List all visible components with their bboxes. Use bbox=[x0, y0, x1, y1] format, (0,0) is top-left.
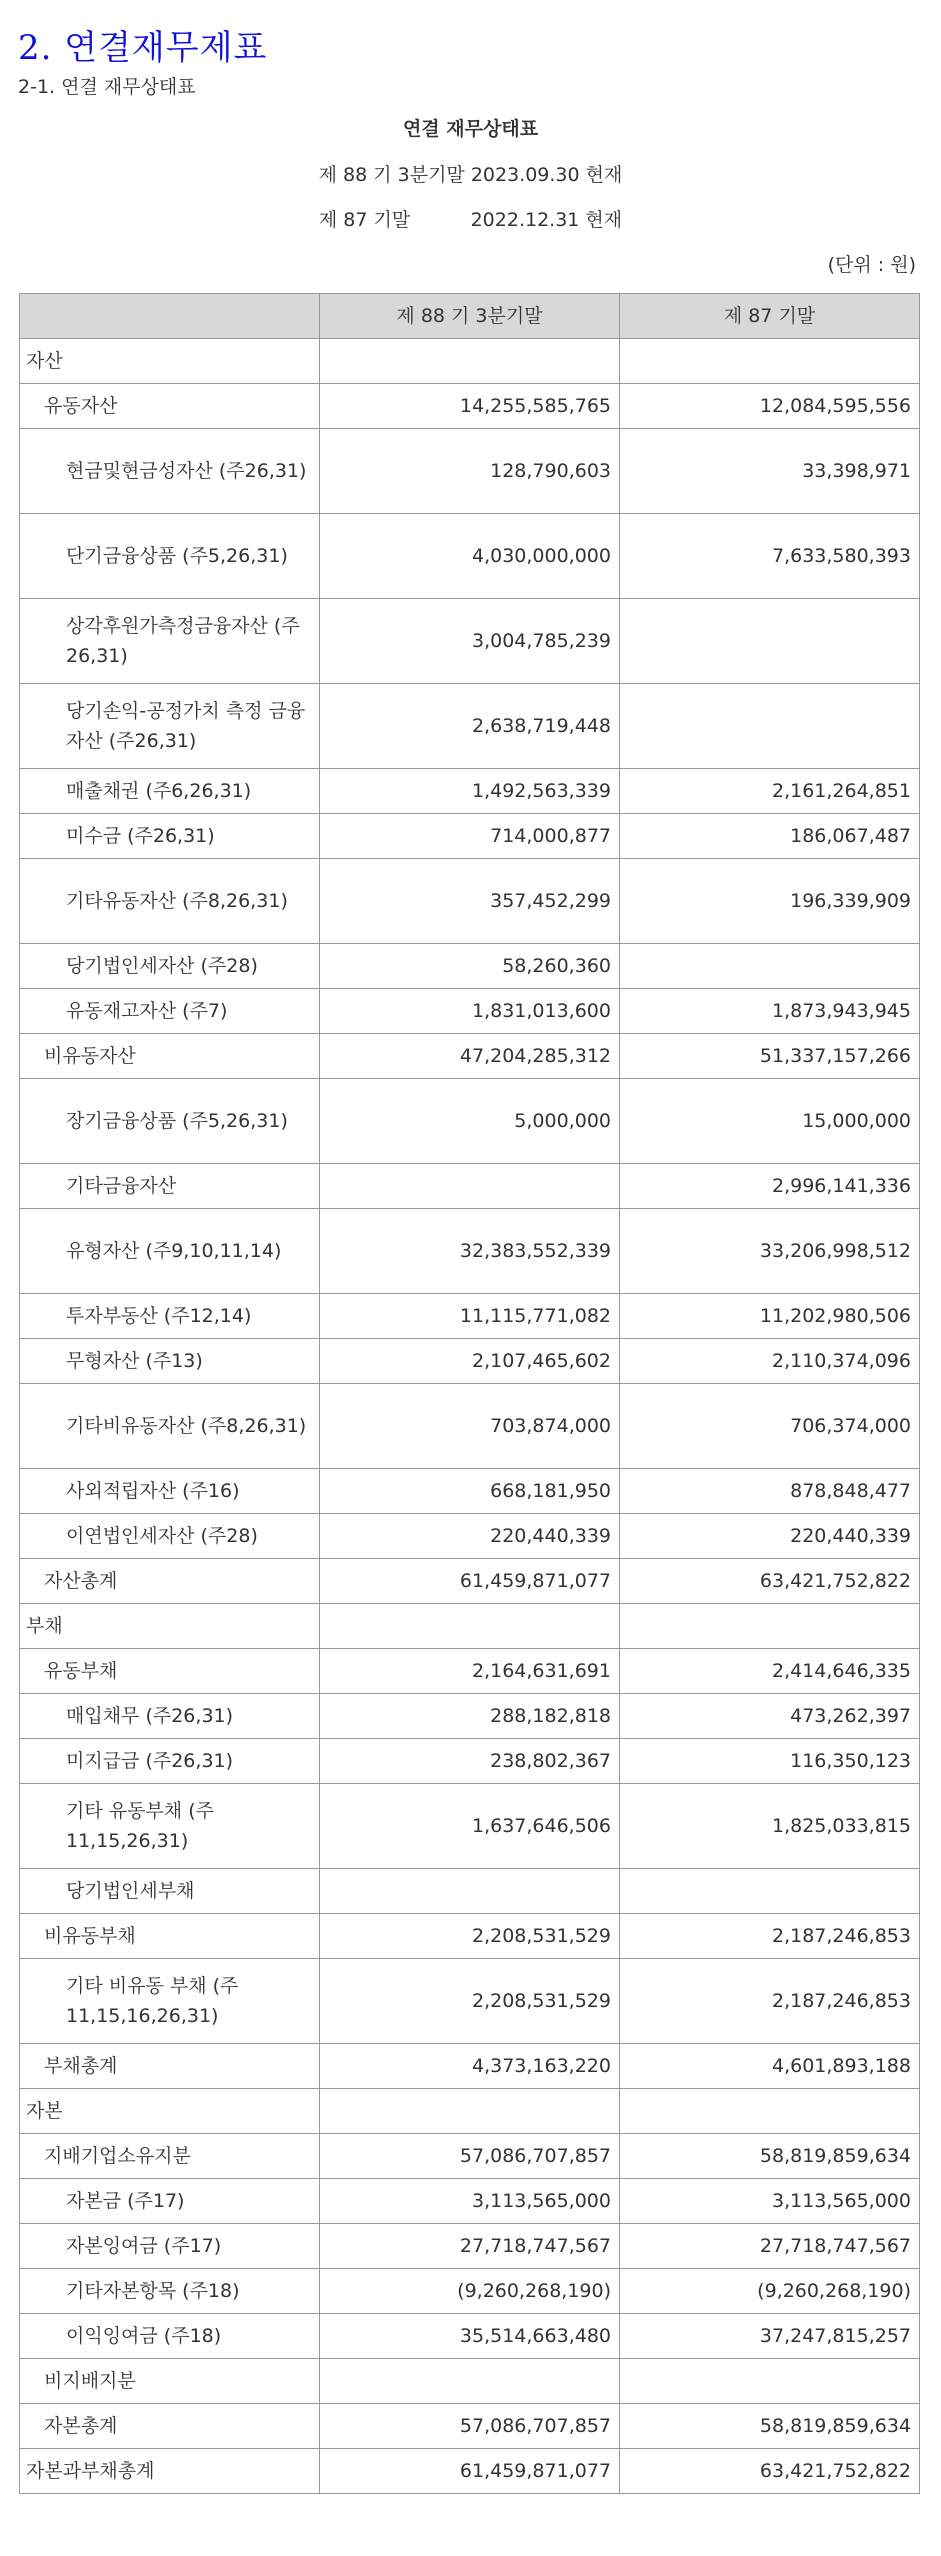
row-label: 현금및현금성자산 (주26,31) bbox=[20, 429, 320, 514]
prior-period-value: 706,374,000 bbox=[620, 1384, 920, 1469]
row-label: 기타자본항목 (주18) bbox=[20, 2269, 320, 2314]
row-label: 매입채무 (주26,31) bbox=[20, 1694, 320, 1739]
current-period-value: 57,086,707,857 bbox=[320, 2404, 620, 2449]
prior-period-value: 4,601,893,188 bbox=[620, 2044, 920, 2089]
prior-period-value: (9,260,268,190) bbox=[620, 2269, 920, 2314]
current-period-value: 61,459,871,077 bbox=[320, 1559, 620, 1604]
current-period-value: 27,718,747,567 bbox=[320, 2224, 620, 2269]
prior-period-value: 2,996,141,336 bbox=[620, 1164, 920, 1209]
row-label: 자본과부채총계 bbox=[20, 2449, 320, 2494]
current-period-value: 58,260,360 bbox=[320, 944, 620, 989]
table-row bbox=[20, 1604, 920, 1649]
table-row bbox=[20, 2134, 920, 2179]
table-row bbox=[20, 684, 920, 769]
table-row bbox=[20, 1869, 920, 1914]
row-label: 기타 유동부채 (주11,15,26,31) bbox=[20, 1784, 320, 1869]
row-label: 부채총계 bbox=[20, 2044, 320, 2089]
prior-period-value: 1,873,943,945 bbox=[620, 989, 920, 1034]
table-row bbox=[20, 2314, 920, 2359]
row-label: 매출채권 (주6,26,31) bbox=[20, 769, 320, 814]
prior-period-value bbox=[620, 1869, 920, 1914]
row-label: 비유동부채 bbox=[20, 1914, 320, 1959]
section-title: 2. 연결재무제표 bbox=[18, 28, 268, 68]
prior-period-value: 7,633,580,393 bbox=[620, 514, 920, 599]
current-period-value: 32,383,552,339 bbox=[320, 1209, 620, 1294]
current-period-value: 703,874,000 bbox=[320, 1384, 620, 1469]
table-row bbox=[20, 2269, 920, 2314]
current-period-value: 4,030,000,000 bbox=[320, 514, 620, 599]
current-period-value: 5,000,000 bbox=[320, 1079, 620, 1164]
current-period-value: 3,113,565,000 bbox=[320, 2179, 620, 2224]
table-row bbox=[20, 769, 920, 814]
row-label: 무형자산 (주13) bbox=[20, 1339, 320, 1384]
row-label: 자본총계 bbox=[20, 2404, 320, 2449]
current-period-value: 2,164,631,691 bbox=[320, 1649, 620, 1694]
current-period-value: 1,831,013,600 bbox=[320, 989, 620, 1034]
table-body bbox=[20, 339, 920, 2494]
current-period-value bbox=[320, 2359, 620, 2404]
table-row bbox=[20, 859, 920, 944]
prior-period-value: 11,202,980,506 bbox=[620, 1294, 920, 1339]
current-period-value: 3,004,785,239 bbox=[320, 599, 620, 684]
prior-period-value: 2,110,374,096 bbox=[620, 1339, 920, 1384]
prior-period-value bbox=[620, 1604, 920, 1649]
table-row bbox=[20, 1739, 920, 1784]
row-label: 이연법인세자산 (주28) bbox=[20, 1514, 320, 1559]
row-label: 기타유동자산 (주8,26,31) bbox=[20, 859, 320, 944]
row-label: 유형자산 (주9,10,11,14) bbox=[20, 1209, 320, 1294]
prior-period-value: 58,819,859,634 bbox=[620, 2134, 920, 2179]
table-row bbox=[20, 1469, 920, 1514]
table-row bbox=[20, 989, 920, 1034]
prior-period-value: 1,825,033,815 bbox=[620, 1784, 920, 1869]
prior-period-value bbox=[620, 2089, 920, 2134]
prior-period-value: 37,247,815,257 bbox=[620, 2314, 920, 2359]
table-row bbox=[20, 1784, 920, 1869]
row-label: 당기손익-공정가치 측정 금융자산 (주26,31) bbox=[20, 684, 320, 769]
row-label: 자산 bbox=[20, 339, 320, 384]
current-period-value: 288,182,818 bbox=[320, 1694, 620, 1739]
balance-sheet-table bbox=[19, 293, 920, 2494]
current-period-value: 357,452,299 bbox=[320, 859, 620, 944]
current-period-value: 2,107,465,602 bbox=[320, 1339, 620, 1384]
row-label: 단기금융상품 (주5,26,31) bbox=[20, 514, 320, 599]
prior-period-value: 220,440,339 bbox=[620, 1514, 920, 1559]
table-row bbox=[20, 2044, 920, 2089]
current-period-value: 2,638,719,448 bbox=[320, 684, 620, 769]
row-label: 상각후원가측정금융자산 (주26,31) bbox=[20, 599, 320, 684]
current-period-value: (9,260,268,190) bbox=[320, 2269, 620, 2314]
table-row bbox=[20, 1339, 920, 1384]
current-period-value: 35,514,663,480 bbox=[320, 2314, 620, 2359]
table-row bbox=[20, 1079, 920, 1164]
prior-period-value: 196,339,909 bbox=[620, 859, 920, 944]
table-row bbox=[20, 514, 920, 599]
current-period-value: 1,637,646,506 bbox=[320, 1784, 620, 1869]
table-row bbox=[20, 2089, 920, 2134]
row-label: 미지급금 (주26,31) bbox=[20, 1739, 320, 1784]
current-period-value: 668,181,950 bbox=[320, 1469, 620, 1514]
table-row bbox=[20, 429, 920, 514]
table-row bbox=[20, 1559, 920, 1604]
prior-period-value bbox=[620, 599, 920, 684]
prior-period-value: 63,421,752,822 bbox=[620, 1559, 920, 1604]
current-period-value: 4,373,163,220 bbox=[320, 2044, 620, 2089]
table-row bbox=[20, 2449, 920, 2494]
current-period-value bbox=[320, 2089, 620, 2134]
header-current-period: 제 88 기 3분기말 bbox=[320, 294, 620, 339]
row-label: 유동부채 bbox=[20, 1649, 320, 1694]
prior-period-value: 3,113,565,000 bbox=[620, 2179, 920, 2224]
prior-period-value: 27,718,747,567 bbox=[620, 2224, 920, 2269]
unit-label: (단위 : 원) bbox=[827, 254, 916, 276]
row-label: 투자부동산 (주12,14) bbox=[20, 1294, 320, 1339]
current-period-value bbox=[320, 1164, 620, 1209]
current-period-value: 1,492,563,339 bbox=[320, 769, 620, 814]
prior-period-value bbox=[620, 944, 920, 989]
table-row bbox=[20, 1164, 920, 1209]
table-row bbox=[20, 339, 920, 384]
prior-period-value: 2,187,246,853 bbox=[620, 1914, 920, 1959]
current-period-value: 128,790,603 bbox=[320, 429, 620, 514]
row-label: 당기법인세자산 (주28) bbox=[20, 944, 320, 989]
row-label: 지배기업소유지분 bbox=[20, 2134, 320, 2179]
row-label: 기타금융자산 bbox=[20, 1164, 320, 1209]
table-row bbox=[20, 1209, 920, 1294]
row-label: 당기법인세부채 bbox=[20, 1869, 320, 1914]
table-row bbox=[20, 1694, 920, 1739]
row-label: 자본잉여금 (주17) bbox=[20, 2224, 320, 2269]
prior-period-value: 116,350,123 bbox=[620, 1739, 920, 1784]
row-label: 자본금 (주17) bbox=[20, 2179, 320, 2224]
current-period-value: 47,204,285,312 bbox=[320, 1034, 620, 1079]
prior-period-value bbox=[620, 2359, 920, 2404]
prior-period-value: 51,337,157,266 bbox=[620, 1034, 920, 1079]
row-label: 비지배지분 bbox=[20, 2359, 320, 2404]
period-prior: 제 87 기말 2022.12.31 현재 bbox=[318, 209, 623, 231]
current-period-value: 2,208,531,529 bbox=[320, 1959, 620, 2044]
prior-period-value: 186,067,487 bbox=[620, 814, 920, 859]
current-period-value: 714,000,877 bbox=[320, 814, 620, 859]
row-label: 자산총계 bbox=[20, 1559, 320, 1604]
current-period-value: 57,086,707,857 bbox=[320, 2134, 620, 2179]
table-row bbox=[20, 2404, 920, 2449]
row-label: 비유동자산 bbox=[20, 1034, 320, 1079]
prior-period-value: 33,398,971 bbox=[620, 429, 920, 514]
prior-period-value bbox=[620, 684, 920, 769]
current-period-value bbox=[320, 1604, 620, 1649]
prior-period-value: 473,262,397 bbox=[620, 1694, 920, 1739]
statement-title: 연결 재무상태표 bbox=[402, 118, 539, 140]
table-row bbox=[20, 1384, 920, 1469]
row-label: 기타 비유동 부채 (주11,15,16,26,31) bbox=[20, 1959, 320, 2044]
current-period-value: 14,255,585,765 bbox=[320, 384, 620, 429]
current-period-value bbox=[320, 1869, 620, 1914]
table-row bbox=[20, 1034, 920, 1079]
row-label: 기타비유동자산 (주8,26,31) bbox=[20, 1384, 320, 1469]
row-label: 유동재고자산 (주7) bbox=[20, 989, 320, 1034]
prior-period-value: 15,000,000 bbox=[620, 1079, 920, 1164]
header-item bbox=[20, 294, 320, 339]
table-row bbox=[20, 599, 920, 684]
row-label: 장기금융상품 (주5,26,31) bbox=[20, 1079, 320, 1164]
current-period-value: 220,440,339 bbox=[320, 1514, 620, 1559]
table-row bbox=[20, 814, 920, 859]
prior-period-value: 12,084,595,556 bbox=[620, 384, 920, 429]
period-current: 제 88 기 3분기말 2023.09.30 현재 bbox=[318, 164, 623, 186]
table-row bbox=[20, 2359, 920, 2404]
current-period-value bbox=[320, 339, 620, 384]
current-period-value: 61,459,871,077 bbox=[320, 2449, 620, 2494]
table-row bbox=[20, 1649, 920, 1694]
row-label: 이익잉여금 (주18) bbox=[20, 2314, 320, 2359]
prior-period-value: 2,187,246,853 bbox=[620, 1959, 920, 2044]
table-header-row bbox=[20, 294, 920, 339]
table-row bbox=[20, 2224, 920, 2269]
subsection-title: 2-1. 연결 재무상태표 bbox=[18, 76, 196, 98]
table-row bbox=[20, 1294, 920, 1339]
table-row bbox=[20, 1914, 920, 1959]
row-label: 부채 bbox=[20, 1604, 320, 1649]
prior-period-value: 33,206,998,512 bbox=[620, 1209, 920, 1294]
prior-period-value: 878,848,477 bbox=[620, 1469, 920, 1514]
row-label: 유동자산 bbox=[20, 384, 320, 429]
current-period-value: 2,208,531,529 bbox=[320, 1914, 620, 1959]
table-row bbox=[20, 944, 920, 989]
row-label: 미수금 (주26,31) bbox=[20, 814, 320, 859]
table-row bbox=[20, 2179, 920, 2224]
prior-period-value: 2,161,264,851 bbox=[620, 769, 920, 814]
prior-period-value: 2,414,646,335 bbox=[620, 1649, 920, 1694]
prior-period-value bbox=[620, 339, 920, 384]
prior-period-value: 58,819,859,634 bbox=[620, 2404, 920, 2449]
current-period-value: 238,802,367 bbox=[320, 1739, 620, 1784]
header-prior-period: 제 87 기말 bbox=[620, 294, 920, 339]
table-row bbox=[20, 1959, 920, 2044]
table-row bbox=[20, 384, 920, 429]
prior-period-value: 63,421,752,822 bbox=[620, 2449, 920, 2494]
row-label: 자본 bbox=[20, 2089, 320, 2134]
current-period-value: 11,115,771,082 bbox=[320, 1294, 620, 1339]
table-row bbox=[20, 1514, 920, 1559]
row-label: 사외적립자산 (주16) bbox=[20, 1469, 320, 1514]
